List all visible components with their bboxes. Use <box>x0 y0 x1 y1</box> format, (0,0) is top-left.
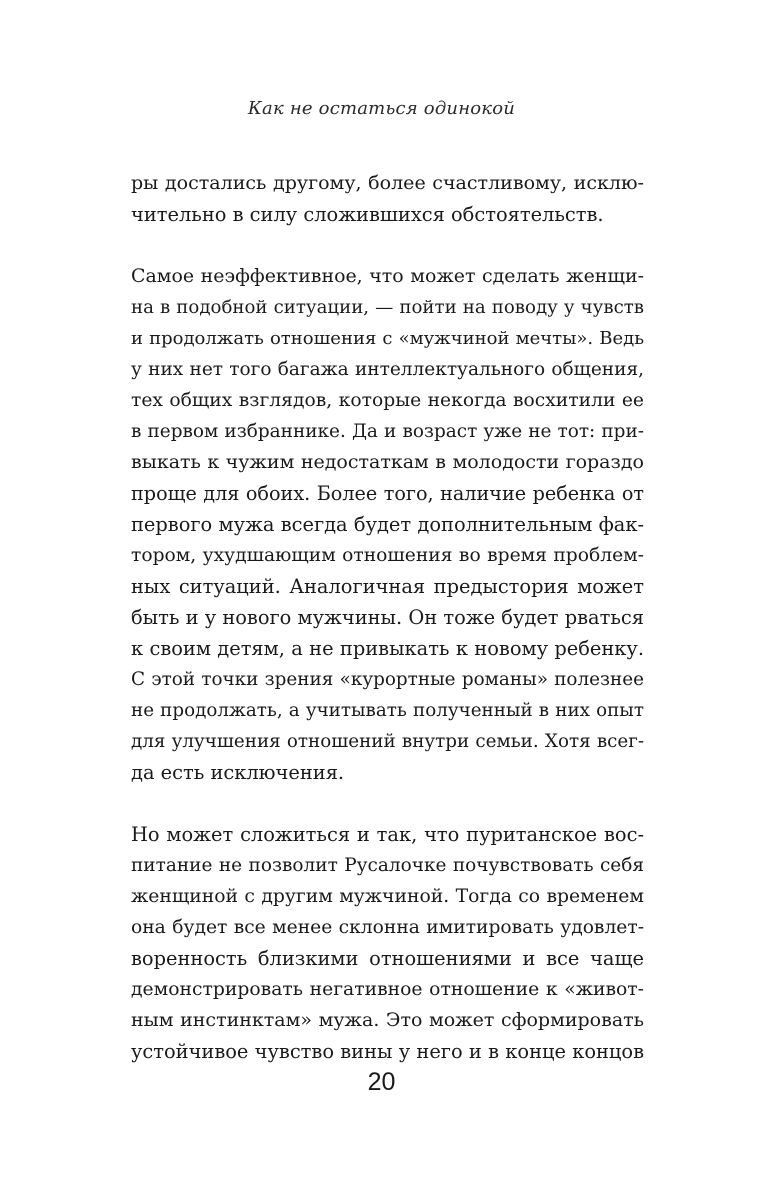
text-line: она будет все менее склонна имитировать удовлет- <box>131 917 644 938</box>
text-line: первого мужа всегда будет дополнительным фак- <box>131 513 644 536</box>
text-line: быть и у нового мужчины. Он тоже будет рваться <box>131 606 644 629</box>
page-number: 20 <box>367 1068 396 1096</box>
text-line: питание не позволит Русалочке почувствовать себя <box>131 855 644 876</box>
text-line: да есть исключения. <box>131 761 345 784</box>
text-line: устойчивое чувство вины у него и в конце концов <box>131 1040 644 1063</box>
text-line: у них нет того багажа интеллектуального общения, <box>131 359 644 380</box>
text-line: проще для обоих. Более того, наличие ребенка от <box>131 482 644 505</box>
text-line: Но может сложиться и так, что пуританское вос- <box>131 823 644 846</box>
text-line: тех общих взглядов, которые некогда восхитили ее <box>131 390 644 411</box>
text-line: ным инстинктам» мужа. Это может сформировать <box>131 1009 644 1031</box>
text-line: не продолжать, а учитывать полученный в них опыт <box>131 700 644 721</box>
paragraph <box>131 819 644 1067</box>
text-line: демонстрировать негативное отношение к «живот- <box>131 979 644 1000</box>
text-line: выкать к чужим недостаткам в молодости гораздо <box>131 451 644 473</box>
text-line: для улучшения отношений внутри семьи. Хотя всег- <box>131 731 644 752</box>
text-line: Самое неэффективное, что может сделать женщи- <box>131 265 644 287</box>
text-line: и продолжать отношения с «мужчиной мечты». Ведь <box>131 328 644 349</box>
text-line: ных ситуаций. Аналогичная предыстория может <box>131 575 644 598</box>
running-header: Как не остаться одинокой <box>247 98 516 119</box>
text-line: в первом избраннике. Да и возраст уже не тот: при- <box>131 421 644 442</box>
text-line: тором, ухудшающим отношения во время проблем- <box>131 545 644 566</box>
text-line: воренность близкими отношениями и все чаще <box>131 947 644 970</box>
paragraph <box>131 261 644 788</box>
body-text <box>131 168 644 1067</box>
text-line: к своим детям, а не привыкать к новому ребенку. <box>131 637 644 660</box>
text-line: ры достались другому, более счастливому, исклю- <box>131 172 644 194</box>
text-line: чительно в силу сложившихся обстоятельств. <box>131 203 604 226</box>
text-line: на в подобной ситуации, — пойти на поводу у чувств <box>131 297 644 318</box>
text-line: женщиной с другим мужчиной. Тогда со временем <box>131 886 644 907</box>
text-line: С этой точки зрения «курортные романы» полезнее <box>131 669 644 690</box>
paragraph <box>131 168 644 230</box>
